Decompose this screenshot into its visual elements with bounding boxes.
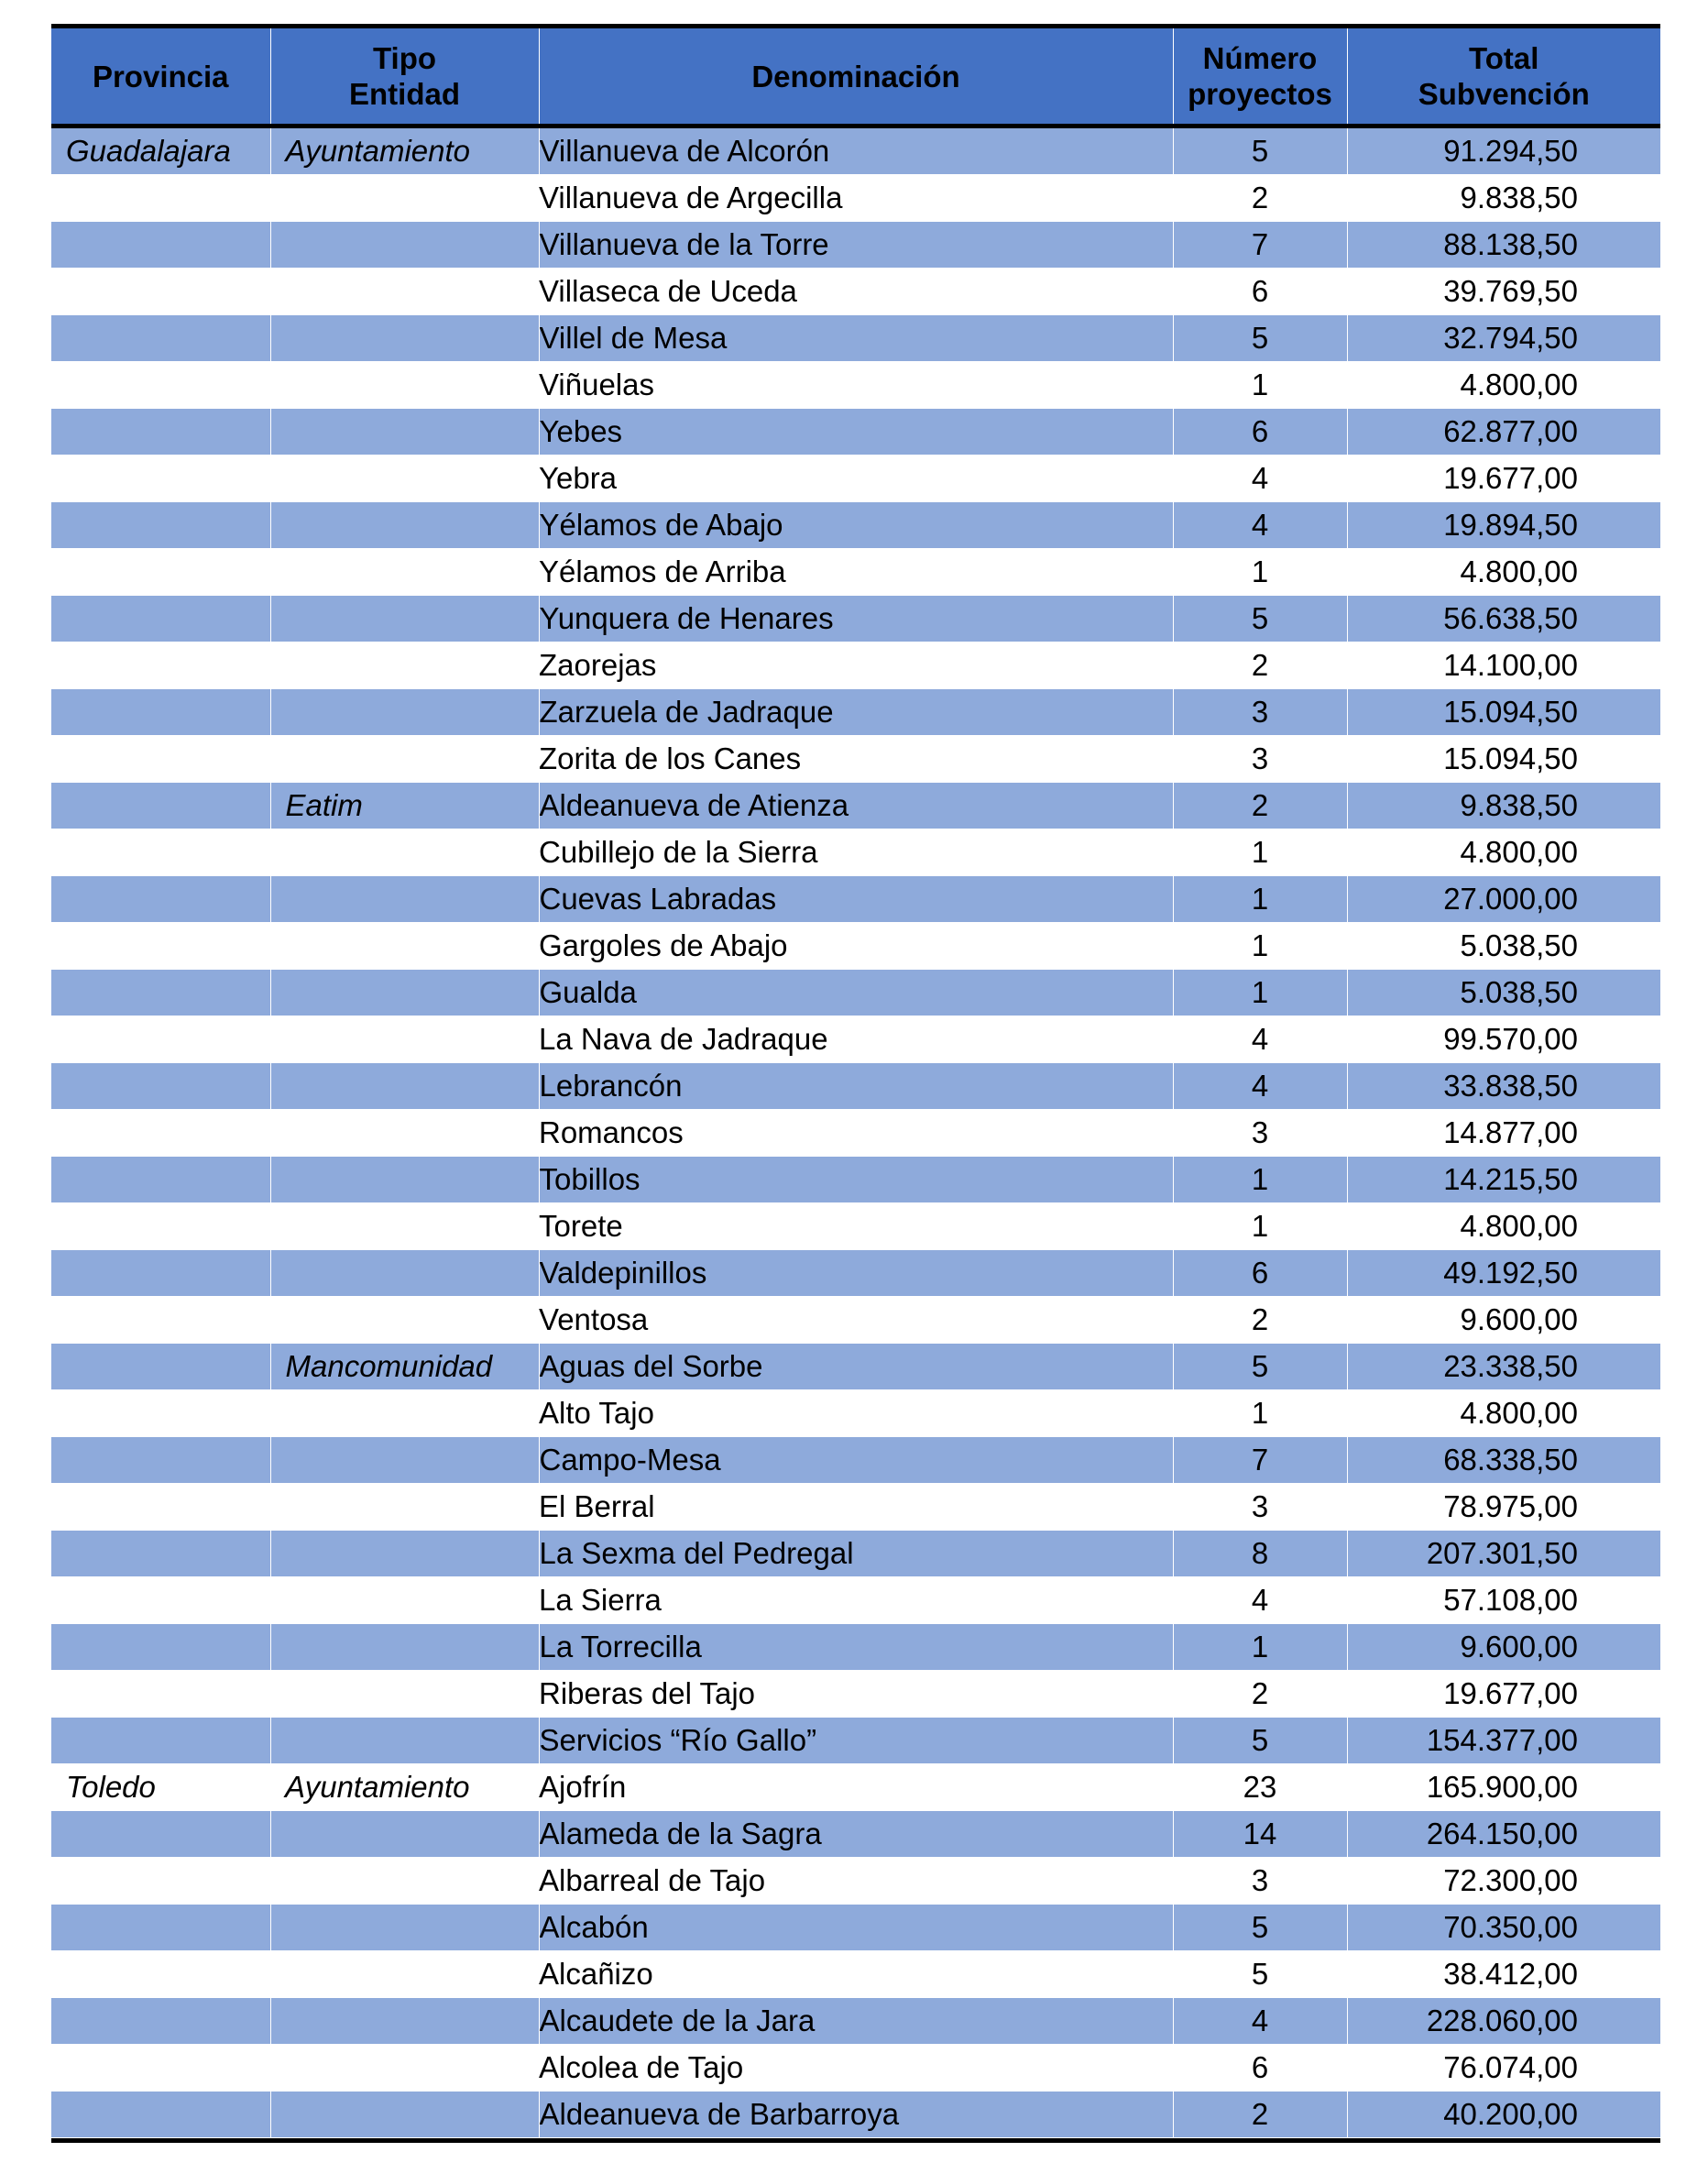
cell-tipo-entidad: Ayuntamiento xyxy=(270,126,539,175)
cell-numero-proyectos: 2 xyxy=(1173,1671,1347,1718)
cell-provincia xyxy=(51,783,270,829)
cell-provincia xyxy=(51,409,270,456)
cell-total-subvencion: 4.800,00 xyxy=(1347,1390,1660,1437)
cell-provincia xyxy=(51,1297,270,1344)
cell-denominacion: Yunquera de Henares xyxy=(539,596,1173,642)
cell-denominacion: Zaorejas xyxy=(539,642,1173,689)
cell-provincia xyxy=(51,1671,270,1718)
table-row xyxy=(51,269,1660,315)
subsidy-table-sheet xyxy=(51,24,1660,2143)
cell-total-subvencion: 19.677,00 xyxy=(1347,1671,1660,1718)
table-row xyxy=(51,829,1660,876)
cell-denominacion: Viñuelas xyxy=(539,362,1173,409)
cell-total-subvencion: 91.294,50 xyxy=(1347,126,1660,175)
cell-denominacion: Alcabón xyxy=(539,1905,1173,1951)
cell-denominacion: Zorita de los Canes xyxy=(539,736,1173,783)
table-row xyxy=(51,1203,1660,1250)
table-row xyxy=(51,876,1660,923)
table-body xyxy=(51,126,1660,2138)
table-row xyxy=(51,1484,1660,1531)
cell-denominacion: Valdepinillos xyxy=(539,1250,1173,1297)
header-denominacion: Denominación xyxy=(539,28,1173,126)
table-row xyxy=(51,1437,1660,1484)
cell-denominacion: Alcolea de Tajo xyxy=(539,2045,1173,2092)
cell-tipo-entidad xyxy=(270,2092,539,2138)
cell-tipo-entidad xyxy=(270,736,539,783)
cell-provincia xyxy=(51,923,270,970)
cell-tipo-entidad xyxy=(270,1437,539,1484)
cell-provincia xyxy=(51,175,270,222)
cell-denominacion: Aldeanueva de Atienza xyxy=(539,783,1173,829)
cell-tipo-entidad xyxy=(270,1718,539,1764)
cell-numero-proyectos: 4 xyxy=(1173,456,1347,502)
cell-provincia xyxy=(51,456,270,502)
table-row xyxy=(51,1390,1660,1437)
cell-tipo-entidad: Mancomunidad xyxy=(270,1344,539,1390)
cell-numero-proyectos: 4 xyxy=(1173,1063,1347,1110)
cell-tipo-entidad xyxy=(270,549,539,596)
cell-tipo-entidad xyxy=(270,1811,539,1858)
cell-provincia xyxy=(51,1437,270,1484)
table-row xyxy=(51,456,1660,502)
cell-denominacion: Ventosa xyxy=(539,1297,1173,1344)
cell-tipo-entidad xyxy=(270,1110,539,1157)
cell-total-subvencion: 154.377,00 xyxy=(1347,1718,1660,1764)
cell-tipo-entidad xyxy=(270,1624,539,1671)
cell-provincia xyxy=(51,596,270,642)
cell-total-subvencion: 39.769,50 xyxy=(1347,269,1660,315)
cell-numero-proyectos: 1 xyxy=(1173,549,1347,596)
cell-total-subvencion: 264.150,00 xyxy=(1347,1811,1660,1858)
cell-provincia xyxy=(51,1016,270,1063)
cell-tipo-entidad xyxy=(270,1998,539,2045)
cell-tipo-entidad xyxy=(270,315,539,362)
cell-total-subvencion: 228.060,00 xyxy=(1347,1998,1660,2045)
table-row xyxy=(51,1858,1660,1905)
cell-tipo-entidad xyxy=(270,1858,539,1905)
cell-numero-proyectos: 7 xyxy=(1173,222,1347,269)
cell-tipo-entidad xyxy=(270,1951,539,1998)
cell-numero-proyectos: 2 xyxy=(1173,175,1347,222)
cell-total-subvencion: 9.600,00 xyxy=(1347,1297,1660,1344)
cell-denominacion: Yélamos de Arriba xyxy=(539,549,1173,596)
cell-provincia: Toledo xyxy=(51,1764,270,1811)
cell-total-subvencion: 27.000,00 xyxy=(1347,876,1660,923)
table-row xyxy=(51,409,1660,456)
table-row xyxy=(51,1016,1660,1063)
cell-total-subvencion: 9.838,50 xyxy=(1347,175,1660,222)
header-numero-proyectos: Número proyectos xyxy=(1173,28,1347,126)
cell-tipo-entidad xyxy=(270,502,539,549)
table-row xyxy=(51,1718,1660,1764)
cell-total-subvencion: 4.800,00 xyxy=(1347,829,1660,876)
table-row xyxy=(51,1671,1660,1718)
table-row xyxy=(51,783,1660,829)
table-row xyxy=(51,1531,1660,1577)
cell-denominacion: Alameda de la Sagra xyxy=(539,1811,1173,1858)
cell-total-subvencion: 9.600,00 xyxy=(1347,1624,1660,1671)
cell-numero-proyectos: 5 xyxy=(1173,126,1347,175)
cell-tipo-entidad xyxy=(270,456,539,502)
cell-numero-proyectos: 7 xyxy=(1173,1437,1347,1484)
cell-provincia xyxy=(51,2092,270,2138)
cell-total-subvencion: 62.877,00 xyxy=(1347,409,1660,456)
cell-numero-proyectos: 1 xyxy=(1173,970,1347,1016)
cell-tipo-entidad xyxy=(270,1531,539,1577)
cell-total-subvencion: 57.108,00 xyxy=(1347,1577,1660,1624)
cell-provincia xyxy=(51,315,270,362)
cell-tipo-entidad xyxy=(270,1063,539,1110)
cell-total-subvencion: 49.192,50 xyxy=(1347,1250,1660,1297)
cell-provincia xyxy=(51,1951,270,1998)
cell-numero-proyectos: 4 xyxy=(1173,1577,1347,1624)
subsidy-table xyxy=(51,28,1660,2138)
cell-tipo-entidad xyxy=(270,1577,539,1624)
cell-total-subvencion: 5.038,50 xyxy=(1347,970,1660,1016)
cell-numero-proyectos: 3 xyxy=(1173,736,1347,783)
table-row xyxy=(51,736,1660,783)
table-row xyxy=(51,1811,1660,1858)
cell-total-subvencion: 78.975,00 xyxy=(1347,1484,1660,1531)
cell-denominacion: Zarzuela de Jadraque xyxy=(539,689,1173,736)
cell-tipo-entidad xyxy=(270,1203,539,1250)
cell-provincia xyxy=(51,269,270,315)
cell-total-subvencion: 72.300,00 xyxy=(1347,1858,1660,1905)
cell-numero-proyectos: 6 xyxy=(1173,1250,1347,1297)
cell-numero-proyectos: 6 xyxy=(1173,409,1347,456)
cell-total-subvencion: 9.838,50 xyxy=(1347,783,1660,829)
cell-numero-proyectos: 4 xyxy=(1173,1016,1347,1063)
cell-numero-proyectos: 5 xyxy=(1173,1951,1347,1998)
cell-denominacion: Servicios “Río Gallo” xyxy=(539,1718,1173,1764)
cell-numero-proyectos: 2 xyxy=(1173,783,1347,829)
table-row xyxy=(51,1764,1660,1811)
table-bottom-rule xyxy=(51,2138,1660,2143)
cell-denominacion: Aguas del Sorbe xyxy=(539,1344,1173,1390)
cell-numero-proyectos: 3 xyxy=(1173,1484,1347,1531)
table-header-row xyxy=(51,28,1660,126)
cell-tipo-entidad xyxy=(270,829,539,876)
cell-numero-proyectos: 3 xyxy=(1173,689,1347,736)
cell-provincia xyxy=(51,1998,270,2045)
cell-provincia xyxy=(51,876,270,923)
cell-total-subvencion: 14.877,00 xyxy=(1347,1110,1660,1157)
table-row xyxy=(51,362,1660,409)
cell-denominacion: Torete xyxy=(539,1203,1173,1250)
cell-numero-proyectos: 4 xyxy=(1173,502,1347,549)
cell-numero-proyectos: 1 xyxy=(1173,923,1347,970)
cell-tipo-entidad xyxy=(270,1671,539,1718)
table-row xyxy=(51,596,1660,642)
cell-tipo-entidad xyxy=(270,689,539,736)
table-row xyxy=(51,1577,1660,1624)
cell-total-subvencion: 19.894,50 xyxy=(1347,502,1660,549)
cell-denominacion: Aldeanueva de Barbarroya xyxy=(539,2092,1173,2138)
cell-denominacion: Cuevas Labradas xyxy=(539,876,1173,923)
cell-denominacion: Villel de Mesa xyxy=(539,315,1173,362)
cell-total-subvencion: 38.412,00 xyxy=(1347,1951,1660,1998)
cell-provincia xyxy=(51,1390,270,1437)
cell-total-subvencion: 14.215,50 xyxy=(1347,1157,1660,1203)
table-row xyxy=(51,642,1660,689)
cell-provincia xyxy=(51,1157,270,1203)
cell-tipo-entidad: Eatim xyxy=(270,783,539,829)
cell-total-subvencion: 15.094,50 xyxy=(1347,736,1660,783)
cell-provincia xyxy=(51,1905,270,1951)
cell-numero-proyectos: 5 xyxy=(1173,1718,1347,1764)
cell-denominacion: La Nava de Jadraque xyxy=(539,1016,1173,1063)
table-row xyxy=(51,1250,1660,1297)
cell-total-subvencion: 68.338,50 xyxy=(1347,1437,1660,1484)
cell-provincia xyxy=(51,1577,270,1624)
cell-provincia xyxy=(51,1203,270,1250)
cell-tipo-entidad xyxy=(270,596,539,642)
cell-provincia xyxy=(51,1858,270,1905)
cell-denominacion: Villanueva de la Torre xyxy=(539,222,1173,269)
table-row xyxy=(51,1297,1660,1344)
table-row xyxy=(51,1110,1660,1157)
cell-numero-proyectos: 5 xyxy=(1173,1905,1347,1951)
cell-numero-proyectos: 14 xyxy=(1173,1811,1347,1858)
cell-tipo-entidad xyxy=(270,1390,539,1437)
cell-total-subvencion: 4.800,00 xyxy=(1347,1203,1660,1250)
cell-provincia xyxy=(51,1811,270,1858)
cell-denominacion: Cubillejo de la Sierra xyxy=(539,829,1173,876)
cell-total-subvencion: 207.301,50 xyxy=(1347,1531,1660,1577)
cell-total-subvencion: 70.350,00 xyxy=(1347,1905,1660,1951)
cell-denominacion: La Torrecilla xyxy=(539,1624,1173,1671)
cell-tipo-entidad xyxy=(270,876,539,923)
cell-tipo-entidad xyxy=(270,409,539,456)
cell-provincia xyxy=(51,829,270,876)
cell-numero-proyectos: 6 xyxy=(1173,2045,1347,2092)
cell-provincia: Guadalajara xyxy=(51,126,270,175)
cell-tipo-entidad xyxy=(270,1016,539,1063)
table-row xyxy=(51,549,1660,596)
cell-tipo-entidad xyxy=(270,175,539,222)
cell-denominacion: Gargoles de Abajo xyxy=(539,923,1173,970)
cell-provincia xyxy=(51,1484,270,1531)
cell-denominacion: Riberas del Tajo xyxy=(539,1671,1173,1718)
cell-denominacion: La Sexma del Pedregal xyxy=(539,1531,1173,1577)
cell-numero-proyectos: 5 xyxy=(1173,1344,1347,1390)
cell-denominacion: Villanueva de Alcorón xyxy=(539,126,1173,175)
cell-total-subvencion: 88.138,50 xyxy=(1347,222,1660,269)
table-row xyxy=(51,2045,1660,2092)
cell-tipo-entidad xyxy=(270,2045,539,2092)
cell-denominacion: Alto Tajo xyxy=(539,1390,1173,1437)
table-row xyxy=(51,1344,1660,1390)
cell-provincia xyxy=(51,362,270,409)
cell-tipo-entidad: Ayuntamiento xyxy=(270,1764,539,1811)
cell-denominacion: Romancos xyxy=(539,1110,1173,1157)
cell-numero-proyectos: 3 xyxy=(1173,1858,1347,1905)
cell-denominacion: Villaseca de Uceda xyxy=(539,269,1173,315)
cell-total-subvencion: 19.677,00 xyxy=(1347,456,1660,502)
cell-numero-proyectos: 8 xyxy=(1173,1531,1347,1577)
cell-numero-proyectos: 5 xyxy=(1173,315,1347,362)
table-row xyxy=(51,1157,1660,1203)
cell-provincia xyxy=(51,1250,270,1297)
cell-total-subvencion: 14.100,00 xyxy=(1347,642,1660,689)
cell-tipo-entidad xyxy=(270,269,539,315)
cell-denominacion: Lebrancón xyxy=(539,1063,1173,1110)
table-row xyxy=(51,1063,1660,1110)
table-row xyxy=(51,1998,1660,2045)
cell-provincia xyxy=(51,689,270,736)
cell-tipo-entidad xyxy=(270,970,539,1016)
table-row xyxy=(51,315,1660,362)
cell-denominacion: Yebes xyxy=(539,409,1173,456)
cell-provincia xyxy=(51,502,270,549)
cell-denominacion: Villanueva de Argecilla xyxy=(539,175,1173,222)
cell-provincia xyxy=(51,1624,270,1671)
cell-total-subvencion: 40.200,00 xyxy=(1347,2092,1660,2138)
cell-numero-proyectos: 4 xyxy=(1173,1998,1347,2045)
cell-tipo-entidad xyxy=(270,362,539,409)
header-tipo-entidad: Tipo Entidad xyxy=(270,28,539,126)
table-row xyxy=(51,1905,1660,1951)
cell-tipo-entidad xyxy=(270,1905,539,1951)
cell-denominacion: Tobillos xyxy=(539,1157,1173,1203)
cell-numero-proyectos: 1 xyxy=(1173,829,1347,876)
cell-denominacion: La Sierra xyxy=(539,1577,1173,1624)
cell-numero-proyectos: 6 xyxy=(1173,269,1347,315)
cell-numero-proyectos: 2 xyxy=(1173,2092,1347,2138)
header-total-subvencion: Total Subvención xyxy=(1347,28,1660,126)
cell-denominacion: Yebra xyxy=(539,456,1173,502)
cell-total-subvencion: 76.074,00 xyxy=(1347,2045,1660,2092)
table-row xyxy=(51,2092,1660,2138)
cell-numero-proyectos: 2 xyxy=(1173,1297,1347,1344)
cell-total-subvencion: 23.338,50 xyxy=(1347,1344,1660,1390)
cell-provincia xyxy=(51,222,270,269)
cell-total-subvencion: 32.794,50 xyxy=(1347,315,1660,362)
cell-total-subvencion: 15.094,50 xyxy=(1347,689,1660,736)
cell-provincia xyxy=(51,549,270,596)
cell-total-subvencion: 165.900,00 xyxy=(1347,1764,1660,1811)
cell-tipo-entidad xyxy=(270,923,539,970)
cell-numero-proyectos: 1 xyxy=(1173,1157,1347,1203)
cell-denominacion: Alcaudete de la Jara xyxy=(539,1998,1173,2045)
cell-provincia xyxy=(51,1718,270,1764)
cell-numero-proyectos: 1 xyxy=(1173,362,1347,409)
cell-numero-proyectos: 3 xyxy=(1173,1110,1347,1157)
cell-numero-proyectos: 2 xyxy=(1173,642,1347,689)
cell-total-subvencion: 4.800,00 xyxy=(1347,549,1660,596)
cell-tipo-entidad xyxy=(270,1157,539,1203)
cell-provincia xyxy=(51,2045,270,2092)
cell-numero-proyectos: 1 xyxy=(1173,876,1347,923)
cell-denominacion: Yélamos de Abajo xyxy=(539,502,1173,549)
cell-provincia xyxy=(51,642,270,689)
cell-denominacion: Alcañizo xyxy=(539,1951,1173,1998)
cell-provincia xyxy=(51,1063,270,1110)
table-row xyxy=(51,126,1660,175)
cell-numero-proyectos: 1 xyxy=(1173,1203,1347,1250)
cell-tipo-entidad xyxy=(270,1250,539,1297)
cell-numero-proyectos: 1 xyxy=(1173,1390,1347,1437)
cell-denominacion: Campo-Mesa xyxy=(539,1437,1173,1484)
cell-total-subvencion: 33.838,50 xyxy=(1347,1063,1660,1110)
table-row xyxy=(51,502,1660,549)
table-row xyxy=(51,222,1660,269)
table-row xyxy=(51,923,1660,970)
cell-provincia xyxy=(51,736,270,783)
table-row xyxy=(51,689,1660,736)
cell-total-subvencion: 99.570,00 xyxy=(1347,1016,1660,1063)
cell-numero-proyectos: 1 xyxy=(1173,1624,1347,1671)
cell-tipo-entidad xyxy=(270,642,539,689)
cell-provincia xyxy=(51,1344,270,1390)
cell-denominacion: Albarreal de Tajo xyxy=(539,1858,1173,1905)
header-provincia: Provincia xyxy=(51,28,270,126)
cell-provincia xyxy=(51,970,270,1016)
table-row xyxy=(51,175,1660,222)
cell-numero-proyectos: 5 xyxy=(1173,596,1347,642)
table-row xyxy=(51,1624,1660,1671)
cell-total-subvencion: 5.038,50 xyxy=(1347,923,1660,970)
cell-total-subvencion: 56.638,50 xyxy=(1347,596,1660,642)
cell-denominacion: Gualda xyxy=(539,970,1173,1016)
cell-tipo-entidad xyxy=(270,1484,539,1531)
cell-tipo-entidad xyxy=(270,1297,539,1344)
cell-tipo-entidad xyxy=(270,222,539,269)
cell-total-subvencion: 4.800,00 xyxy=(1347,362,1660,409)
table-row xyxy=(51,970,1660,1016)
cell-provincia xyxy=(51,1531,270,1577)
table-row xyxy=(51,1951,1660,1998)
cell-provincia xyxy=(51,1110,270,1157)
cell-numero-proyectos: 23 xyxy=(1173,1764,1347,1811)
cell-denominacion: Ajofrín xyxy=(539,1764,1173,1811)
cell-denominacion: El Berral xyxy=(539,1484,1173,1531)
